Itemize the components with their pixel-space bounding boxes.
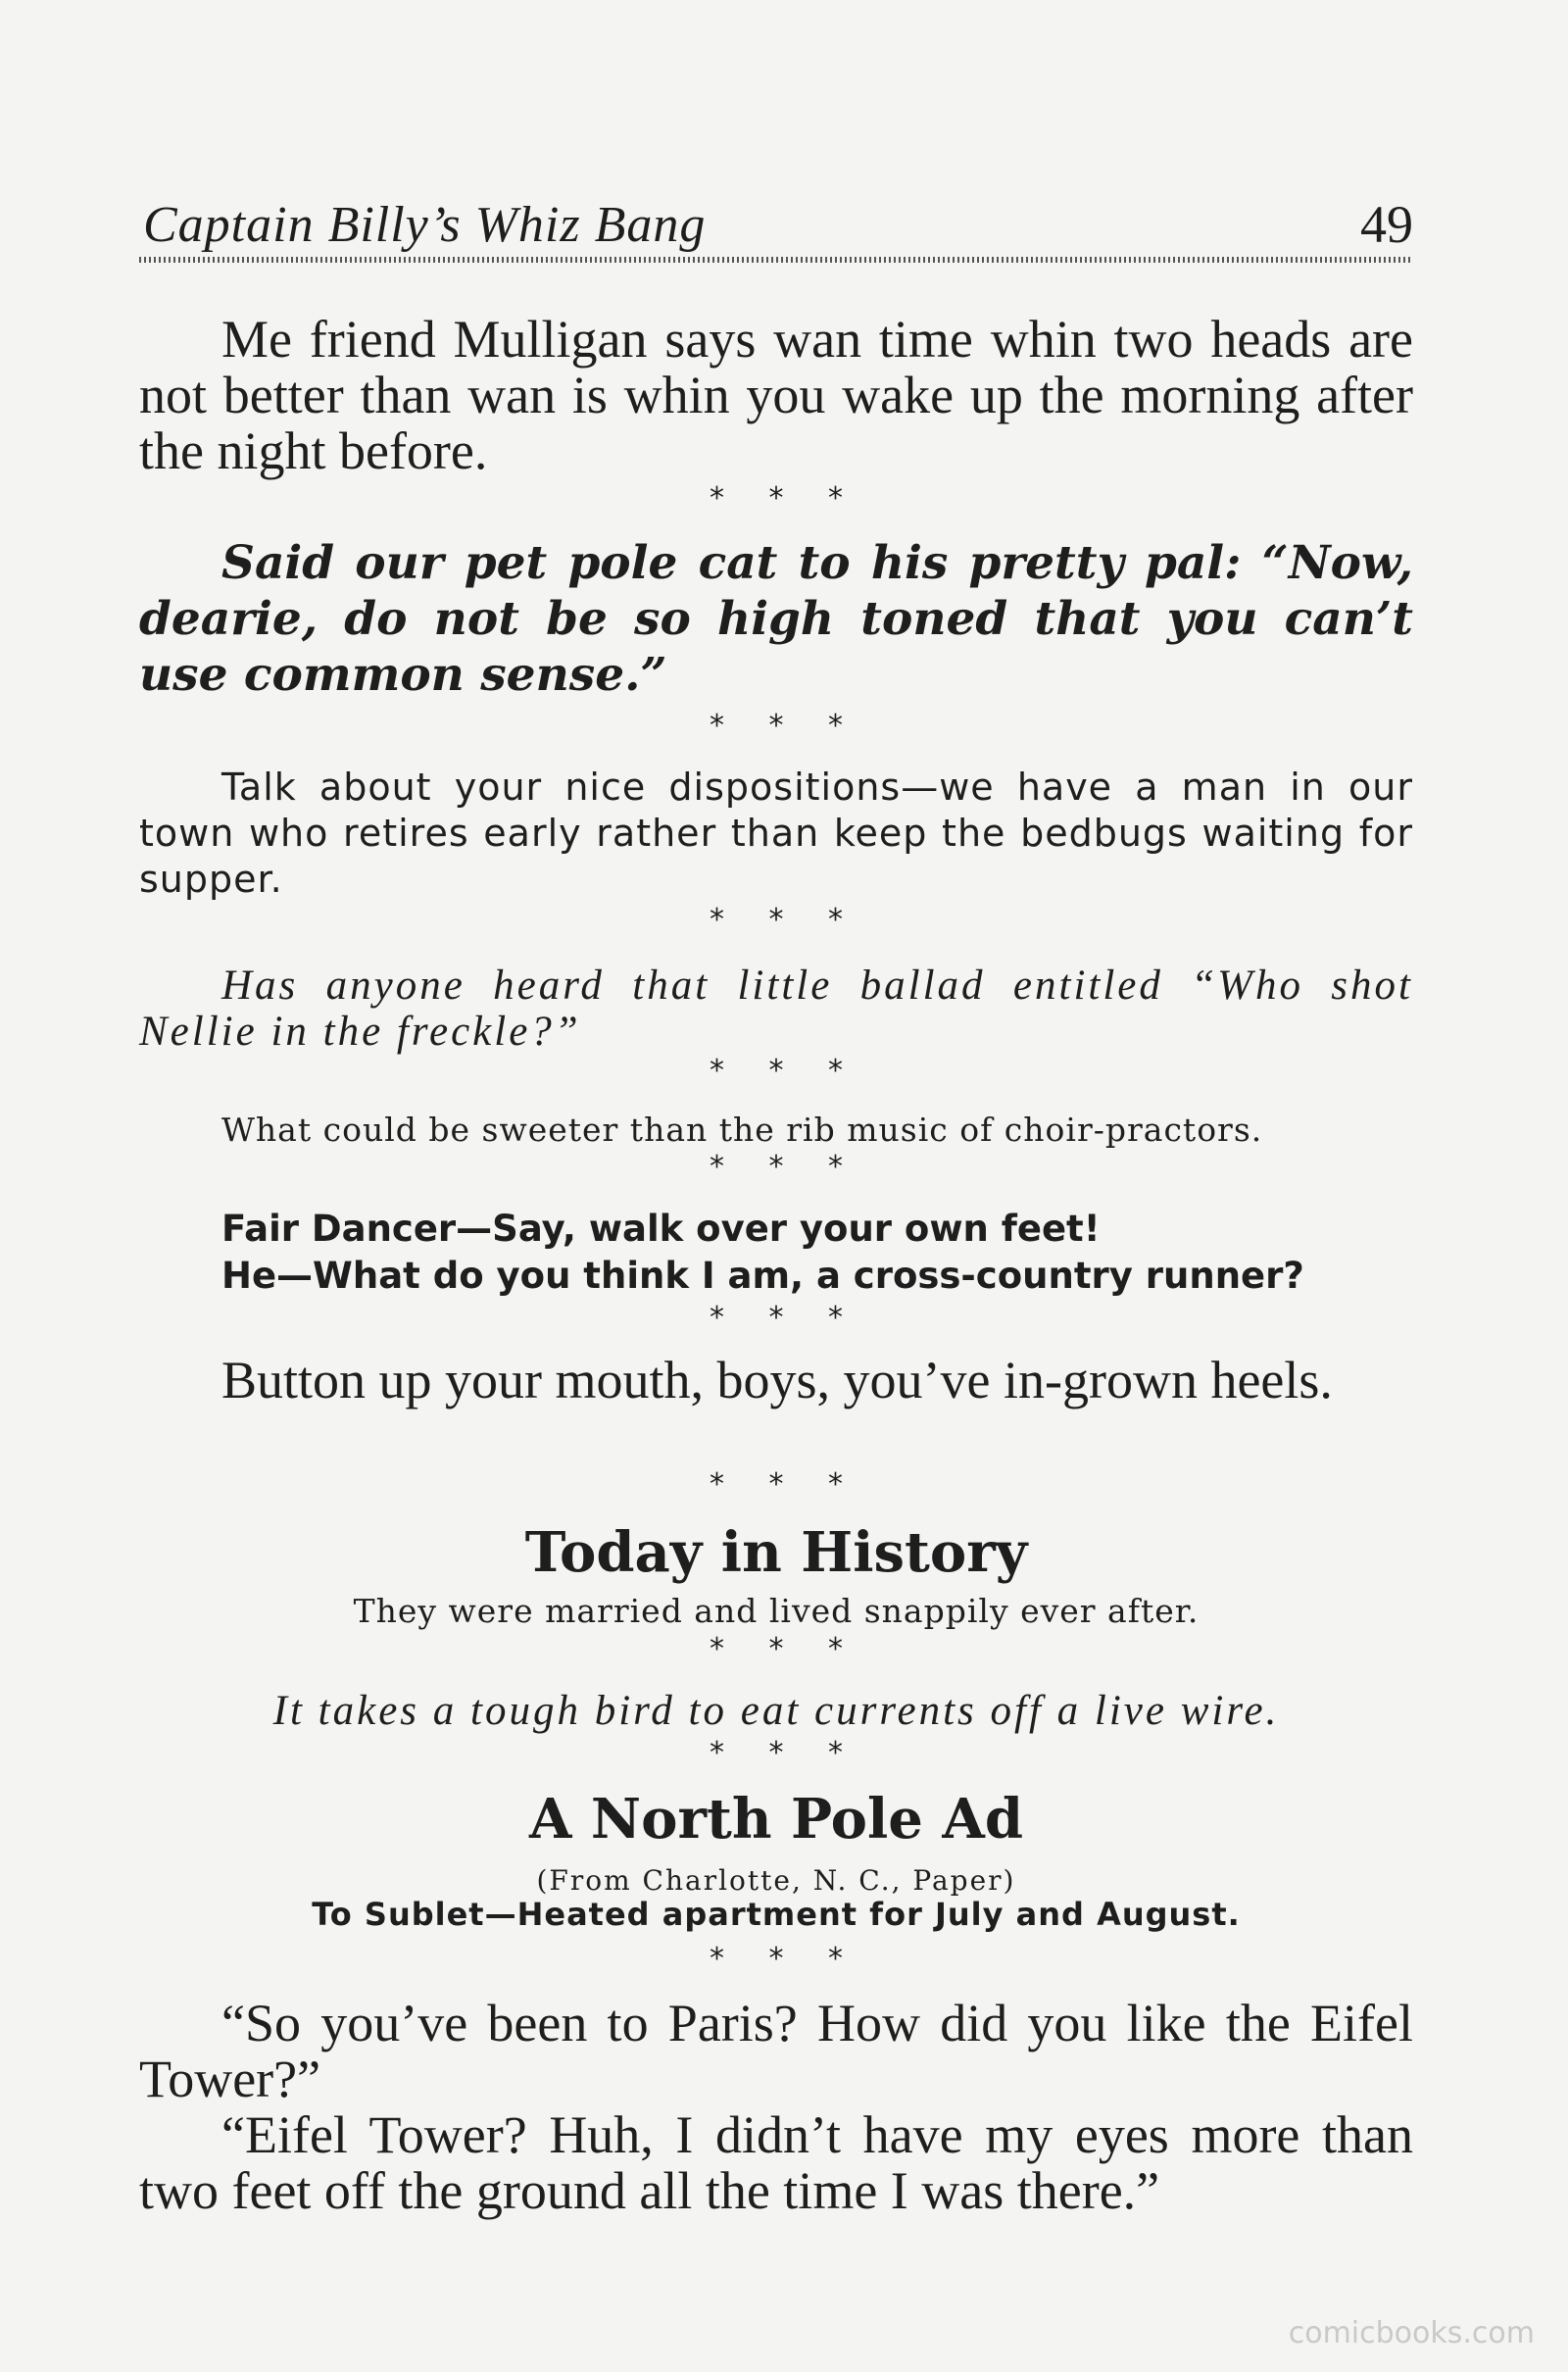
- joke-paris-answer: “Eifel Tower? Huh, I didn’t have my eyes more than two feet off the ground all the time I was there.”: [139, 2105, 1413, 2220]
- joke-dancer-line-2: He—What do you think I am, a cross-country runner?: [221, 1255, 1304, 1297]
- separator-stars: * * *: [709, 1632, 844, 1666]
- ad-text: To Sublet—Heated apartment for July and August.: [312, 1896, 1241, 1933]
- separator-stars: * * *: [709, 1942, 844, 1976]
- header-rule: [139, 257, 1413, 263]
- separator-stars: * * *: [709, 481, 844, 516]
- joke-rib-music: What could be sweeter than the rib music of choir-practors.: [221, 1111, 1263, 1149]
- joke-pole-cat: Said our pet pole cat to his pretty pal: “Now, dearie, do not be so high toned that you can’t use common sense.”: [139, 536, 1413, 702]
- joke-tough-bird: It takes a tough bird to eat currents off a live wire.: [272, 1688, 1280, 1734]
- heading-today-in-history: Today in History: [524, 1520, 1028, 1585]
- separator-stars: * * *: [709, 1467, 844, 1502]
- joke-dispositions: Talk about your nice dispositions—we have a man in our town who retires early rather than keep the bedbugs waiting for supper.: [139, 766, 1413, 901]
- separator-stars: * * *: [709, 1150, 844, 1184]
- page-header: [139, 184, 1413, 263]
- separator-stars: * * *: [709, 709, 844, 743]
- joke-ballad: Has anyone heard that little ballad entitled “Who shot Nellie in the freckle?”: [139, 963, 1413, 1055]
- joke-mulligan: Me friend Mulligan says wan time whin two heads are not better than wan is whin you wake up the morning after the night before.: [139, 310, 1413, 480]
- separator-stars: * * *: [709, 1054, 844, 1088]
- magazine-title: Captain Billy’s Whiz Bang: [143, 197, 707, 253]
- joke-paris-question: “So you’ve been to Paris? How did you like the Eifel Tower?”: [139, 1994, 1413, 2108]
- joke-dancer-line-1: Fair Dancer—Say, walk over your own feet!: [221, 1208, 1101, 1250]
- heading-north-pole-ad: A North Pole Ad: [528, 1787, 1024, 1852]
- page-number: 49: [1360, 195, 1413, 254]
- watermark: comicbooks.com: [1288, 2316, 1535, 2350]
- ad-source: (From Charlotte, N. C., Paper): [536, 1864, 1016, 1897]
- joke-button-up: Button up your mouth, boys, you’ve in-grown heels.: [221, 1351, 1333, 1409]
- separator-stars: * * *: [709, 1301, 844, 1335]
- separator-stars: * * *: [709, 1736, 844, 1770]
- history-text: They were married and lived snappily ever after.: [353, 1592, 1200, 1630]
- separator-stars: * * *: [709, 903, 844, 937]
